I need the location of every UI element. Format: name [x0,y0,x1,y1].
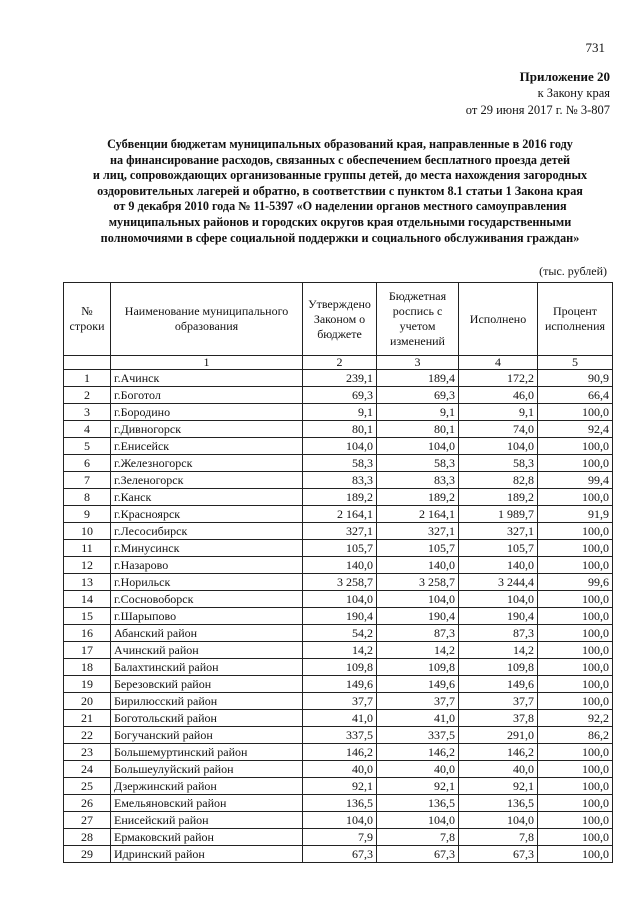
approved-value: 80,1 [303,421,377,438]
percent-value: 100,0 [538,761,613,778]
approved-value: 104,0 [303,812,377,829]
municipality-name: Абанский район [111,625,303,642]
table-row [64,489,613,506]
approved-value: 105,7 [303,540,377,557]
schedule-value: 40,0 [377,761,459,778]
table-row [64,421,613,438]
percent-value: 100,0 [538,591,613,608]
row-number: 18 [64,659,111,676]
table-row [64,829,613,846]
header-executed: Исполнено [459,283,538,356]
column-number-blank [64,356,111,370]
municipality-name: г.Красноярск [111,506,303,523]
schedule-value: 2 164,1 [377,506,459,523]
table-row [64,676,613,693]
municipality-name: г.Енисейск [111,438,303,455]
column-number-row [64,356,613,370]
approved-value: 190,4 [303,608,377,625]
row-number: 11 [64,540,111,557]
municipality-name: г.Дивногорск [111,421,303,438]
approved-value: 189,2 [303,489,377,506]
appendix-date: от 29 июня 2017 г. № 3-807 [465,103,610,117]
percent-value: 100,0 [538,659,613,676]
row-number: 5 [64,438,111,455]
municipality-name: Емельяновский район [111,795,303,812]
schedule-value: 149,6 [377,676,459,693]
schedule-value: 92,1 [377,778,459,795]
executed-value: 82,8 [459,472,538,489]
municipality-name: г.Норильск [111,574,303,591]
percent-value: 100,0 [538,676,613,693]
executed-value: 58,3 [459,455,538,472]
schedule-value: 80,1 [377,421,459,438]
approved-value: 14,2 [303,642,377,659]
schedule-value: 190,4 [377,608,459,625]
executed-value: 104,0 [459,438,538,455]
municipality-name: Ачинский район [111,642,303,659]
table-row [64,625,613,642]
approved-value: 54,2 [303,625,377,642]
schedule-value: 41,0 [377,710,459,727]
percent-value: 99,4 [538,472,613,489]
percent-value: 100,0 [538,642,613,659]
approved-value: 239,1 [303,370,377,387]
row-number: 4 [64,421,111,438]
table-row [64,523,613,540]
percent-value: 100,0 [538,846,613,863]
schedule-value: 7,8 [377,829,459,846]
executed-value: 327,1 [459,523,538,540]
municipality-name: Дзержинский район [111,778,303,795]
table-row [64,812,613,829]
schedule-value: 9,1 [377,404,459,421]
table-body [64,370,613,863]
row-number: 6 [64,455,111,472]
approved-value: 58,3 [303,455,377,472]
schedule-value: 337,5 [377,727,459,744]
approved-value: 37,7 [303,693,377,710]
schedule-value: 3 258,7 [377,574,459,591]
title-line: оздоровительных лагерей и обратно, в соответствии с пунктом 8.1 статьи 1 Закона края [97,183,583,198]
approved-value: 2 164,1 [303,506,377,523]
municipality-name: г.Сосновоборск [111,591,303,608]
executed-value: 291,0 [459,727,538,744]
row-number: 16 [64,625,111,642]
percent-value: 100,0 [538,557,613,574]
municipality-name: Идринский район [111,846,303,863]
row-number: 17 [64,642,111,659]
executed-value: 3 244,4 [459,574,538,591]
column-number: 1 [111,356,303,370]
executed-value: 1 989,7 [459,506,538,523]
executed-value: 190,4 [459,608,538,625]
percent-value: 100,0 [538,489,613,506]
approved-value: 136,5 [303,795,377,812]
approved-value: 67,3 [303,846,377,863]
executed-value: 105,7 [459,540,538,557]
schedule-value: 14,2 [377,642,459,659]
column-number: 2 [303,356,377,370]
row-number: 1 [64,370,111,387]
percent-value: 100,0 [538,608,613,625]
table-row [64,795,613,812]
approved-value: 3 258,7 [303,574,377,591]
header-budget-schedule: Бюджетная роспись с учетом изменений [377,283,459,356]
approved-value: 146,2 [303,744,377,761]
header-percent: Процент исполнения [538,283,613,356]
municipality-name: Березовский район [111,676,303,693]
executed-value: 92,1 [459,778,538,795]
percent-value: 66,4 [538,387,613,404]
appendix-law: к Закону края [537,86,610,100]
municipality-name: г.Бородино [111,404,303,421]
approved-value: 104,0 [303,591,377,608]
percent-value: 100,0 [538,438,613,455]
row-number: 27 [64,812,111,829]
row-number: 29 [64,846,111,863]
schedule-value: 189,2 [377,489,459,506]
row-number: 7 [64,472,111,489]
table-row [64,557,613,574]
approved-value: 337,5 [303,727,377,744]
subsidy-table [63,282,613,863]
title-line: Субвенции бюджетам муниципальных образований края, направленные в 2016 году [107,137,573,151]
table-row [64,761,613,778]
schedule-value: 104,0 [377,438,459,455]
approved-value: 92,1 [303,778,377,795]
percent-value: 100,0 [538,404,613,421]
table-row [64,574,613,591]
page-number: 731 [585,40,605,55]
row-number: 24 [64,761,111,778]
municipality-name: г.Железногорск [111,455,303,472]
executed-value: 9,1 [459,404,538,421]
municipality-name: г.Назарово [111,557,303,574]
column-number: 3 [377,356,459,370]
percent-value: 100,0 [538,693,613,710]
table-row [64,642,613,659]
schedule-value: 69,3 [377,387,459,404]
table-row [64,540,613,557]
table-header-row [64,283,613,356]
executed-value: 67,3 [459,846,538,863]
table-row [64,591,613,608]
table-row [64,693,613,710]
municipality-name: Ермаковский район [111,829,303,846]
executed-value: 37,8 [459,710,538,727]
row-number: 22 [64,727,111,744]
municipality-name: Бирилюсский район [111,693,303,710]
schedule-value: 105,7 [377,540,459,557]
title-line: полномочиями в сфере социальной поддержки и социального обслуживания граждан» [100,230,580,245]
executed-value: 149,6 [459,676,538,693]
municipality-name: г.Минусинск [111,540,303,557]
municipality-name: г.Ачинск [111,370,303,387]
table-row [64,778,613,795]
table-row [64,608,613,625]
header-municipality: Наименование муниципального образования [111,283,303,356]
executed-value: 172,2 [459,370,538,387]
table-row [64,710,613,727]
table-row [64,744,613,761]
percent-value: 99,6 [538,574,613,591]
schedule-value: 140,0 [377,557,459,574]
schedule-value: 83,3 [377,472,459,489]
table-row [64,387,613,404]
executed-value: 37,7 [459,693,538,710]
row-number: 9 [64,506,111,523]
approved-value: 69,3 [303,387,377,404]
schedule-value: 67,3 [377,846,459,863]
municipality-name: г.Шарыпово [111,608,303,625]
percent-value: 100,0 [538,744,613,761]
row-number: 25 [64,778,111,795]
row-number: 26 [64,795,111,812]
appendix-reference [466,68,610,119]
row-number: 14 [64,591,111,608]
percent-value: 100,0 [538,829,613,846]
schedule-value: 327,1 [377,523,459,540]
row-number: 13 [64,574,111,591]
executed-value: 136,5 [459,795,538,812]
executed-value: 140,0 [459,557,538,574]
schedule-value: 58,3 [377,455,459,472]
executed-value: 87,3 [459,625,538,642]
table-row [64,846,613,863]
percent-value: 100,0 [538,795,613,812]
municipality-name: Большемуртинский район [111,744,303,761]
municipality-name: Богучанский район [111,727,303,744]
row-number: 20 [64,693,111,710]
percent-value: 92,4 [538,421,613,438]
executed-value: 104,0 [459,591,538,608]
percent-value: 100,0 [538,812,613,829]
table-row [64,370,613,387]
municipality-name: Балахтинский район [111,659,303,676]
percent-value: 100,0 [538,778,613,795]
table-row [64,404,613,421]
header-approved: Утверждено Законом о бюджете [303,283,377,356]
municipality-name: Енисейский район [111,812,303,829]
municipality-name: г.Канск [111,489,303,506]
executed-value: 146,2 [459,744,538,761]
title-line: и лиц, сопровождающих организованные группы детей, до места нахождения загородных [92,168,588,183]
executed-value: 104,0 [459,812,538,829]
percent-value: 100,0 [538,625,613,642]
municipality-name: г.Зеленогорск [111,472,303,489]
table-row [64,472,613,489]
executed-value: 14,2 [459,642,538,659]
percent-value: 100,0 [538,523,613,540]
row-number: 10 [64,523,111,540]
row-number: 8 [64,489,111,506]
percent-value: 92,2 [538,710,613,727]
approved-value: 109,8 [303,659,377,676]
row-number: 3 [64,404,111,421]
approved-value: 83,3 [303,472,377,489]
title-line: муниципальных районов и городских округов края отдельными государственными [108,214,572,229]
approved-value: 9,1 [303,404,377,421]
schedule-value: 109,8 [377,659,459,676]
table-row [64,455,613,472]
table-row [64,727,613,744]
approved-value: 149,6 [303,676,377,693]
row-number: 21 [64,710,111,727]
executed-value: 109,8 [459,659,538,676]
schedule-value: 37,7 [377,693,459,710]
row-number: 19 [64,676,111,693]
schedule-value: 87,3 [377,625,459,642]
municipality-name: г.Боготол [111,387,303,404]
schedule-value: 104,0 [377,591,459,608]
title-line: на финансирование расходов, связанных с обеспечением бесплатного проезда детей [109,152,571,167]
percent-value: 91,9 [538,506,613,523]
units-label: (тыс. рублей) [539,264,607,278]
percent-value: 100,0 [538,540,613,557]
approved-value: 104,0 [303,438,377,455]
column-number: 5 [538,356,613,370]
header-row-number: № строки [64,283,111,356]
schedule-value: 189,4 [377,370,459,387]
approved-value: 327,1 [303,523,377,540]
percent-value: 90,9 [538,370,613,387]
row-number: 15 [64,608,111,625]
schedule-value: 136,5 [377,795,459,812]
executed-value: 7,8 [459,829,538,846]
executed-value: 74,0 [459,421,538,438]
table-row [64,659,613,676]
row-number: 28 [64,829,111,846]
row-number: 12 [64,557,111,574]
row-number: 2 [64,387,111,404]
approved-value: 140,0 [303,557,377,574]
executed-value: 40,0 [459,761,538,778]
municipality-name: Большеулуйский район [111,761,303,778]
percent-value: 100,0 [538,455,613,472]
title-line: от 9 декабря 2010 года № 11-5397 «О наделении органов местного самоуправления [113,199,567,214]
column-number: 4 [459,356,538,370]
approved-value: 7,9 [303,829,377,846]
row-number: 23 [64,744,111,761]
document-title [60,137,620,246]
executed-value: 189,2 [459,489,538,506]
schedule-value: 146,2 [377,744,459,761]
table-row [64,506,613,523]
approved-value: 40,0 [303,761,377,778]
table-row [64,438,613,455]
appendix-title: Приложение 20 [519,69,610,84]
municipality-name: г.Лесосибирск [111,523,303,540]
municipality-name: Боготольский район [111,710,303,727]
approved-value: 41,0 [303,710,377,727]
percent-value: 86,2 [538,727,613,744]
executed-value: 46,0 [459,387,538,404]
schedule-value: 104,0 [377,812,459,829]
